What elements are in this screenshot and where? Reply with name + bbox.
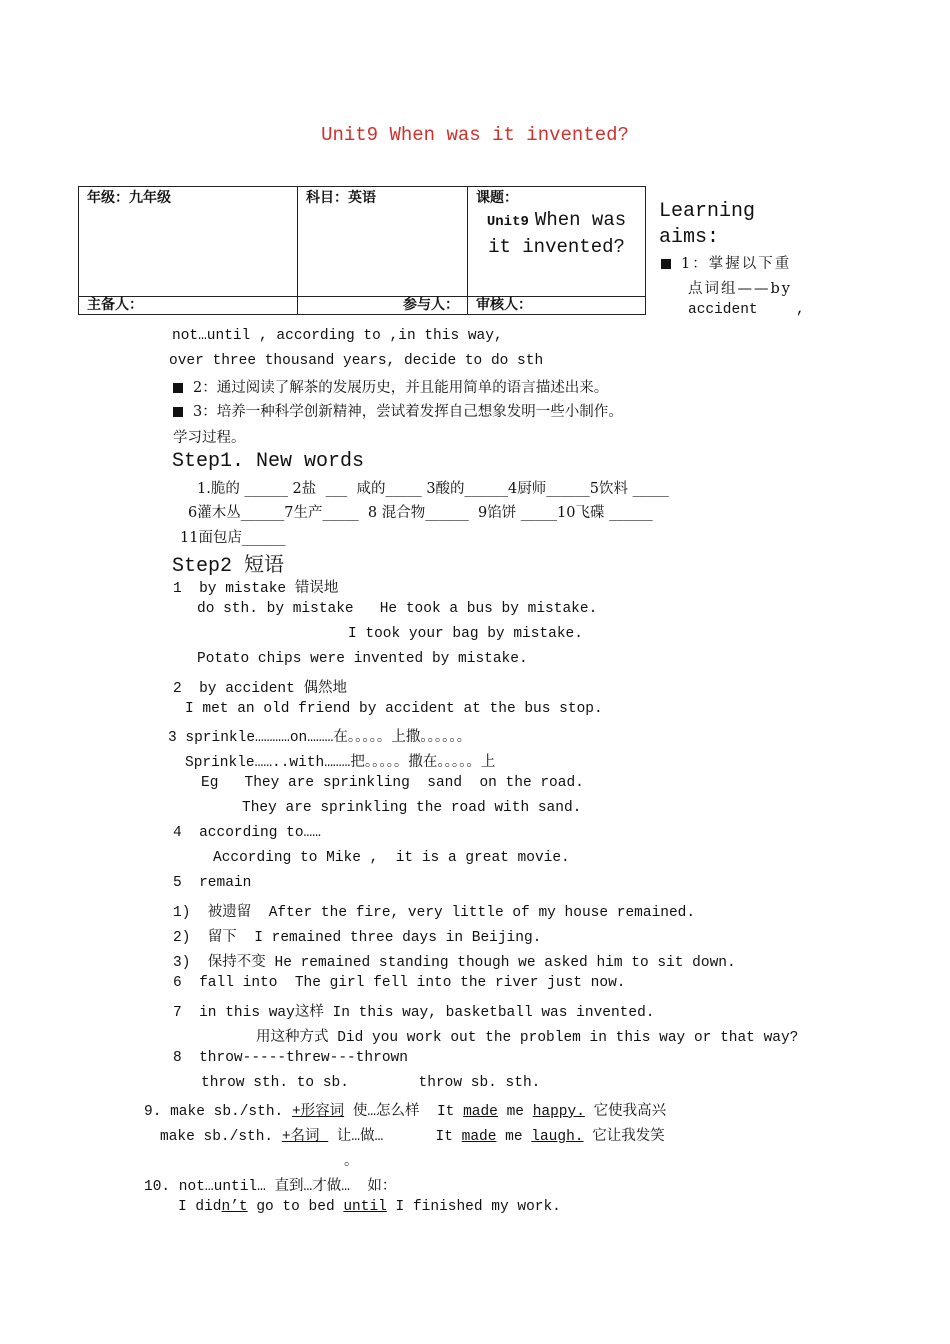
step1-title: Step1. New words: [172, 450, 365, 473]
subject-cell: [298, 187, 468, 297]
underlined-text: until: [343, 1199, 387, 1215]
phrase-line: 用这种方式 Did you work out the problem in this way or that way?: [256, 1030, 799, 1046]
phrase-line: Potato chips were invented by mistake.: [197, 651, 528, 667]
step2-title: [172, 548, 284, 578]
phrase-line-make-noun: [160, 1124, 665, 1145]
phrase-line: 10. not…until… 直到…才做… 如：: [144, 1179, 397, 1195]
aim-1-cont-1: not…until , according to ,in this way,: [172, 328, 503, 344]
phrase-line: 3) 保持不变 He remained standing though we asked him to sit down.: [173, 955, 736, 971]
phrase-line: 2 by accident 偶然地: [173, 681, 348, 697]
phrase-line: throw sth. to sb. throw sb. sth.: [201, 1075, 541, 1091]
phrase-line: According to Mike , it is a great movie.: [213, 850, 570, 866]
phrase-line: 1 by mistake 错误地: [173, 581, 339, 597]
topic-cell: [468, 187, 646, 297]
bullet-square-icon: [173, 383, 183, 393]
text-segment: I did: [178, 1199, 222, 1215]
reviewer-cell: [468, 297, 646, 315]
topic-line2: it invented?: [488, 236, 625, 258]
preparer-label: 主备人：: [87, 297, 143, 313]
text-segment: make sb./sth.: [160, 1129, 282, 1145]
new-words-row-2: 6灌木丛______7生产_____ 8 混合物______ 9馅饼 _____10飞碟 ______: [188, 505, 653, 521]
learning-process-label: 学习过程。: [173, 430, 246, 446]
text-segment: go to bed: [247, 1199, 344, 1215]
topic-rest: When was: [534, 209, 627, 231]
text-segment: 它让我发笑: [583, 1129, 665, 1145]
topic-title: [476, 207, 637, 259]
phrase-line: Sprinkle……..with………把。。。。。撒在。。。。。上: [185, 755, 496, 771]
aims-title-1: Learning: [659, 200, 756, 223]
phrase-line: 3 sprinkle…………on………在。。。。。上撒。。。。。。: [168, 730, 472, 746]
text-segment: 9. make sb./sth.: [144, 1104, 292, 1120]
topic-unit: Unit9: [486, 214, 529, 230]
phrase-line: Eg They are sprinkling sand on the road.: [201, 775, 584, 791]
aim-1-text1: 1：掌握以下重: [681, 256, 792, 272]
aim-3: [173, 400, 623, 421]
underlined-text: +名词: [281, 1129, 329, 1145]
phrase-line: 8 throw-----threw---thrown: [173, 1050, 408, 1066]
aim-3-text: 3：培养一种科学创新精神，尝试着发挥自己想象发明一些小制作。: [193, 404, 623, 420]
phrase-line: They are sprinkling the road with sand.: [242, 800, 582, 816]
aims-title-2: aims:: [659, 226, 720, 249]
text-segment: me: [497, 1104, 533, 1120]
step2-title-text: Step2 短语: [172, 555, 285, 578]
aim-2: [173, 376, 608, 397]
aim-2-text: 2：通过阅读了解茶的发展历史，并且能用简单的语言描述出来。: [193, 380, 609, 396]
participant-cell: [298, 297, 468, 315]
grade-cell: [79, 187, 298, 297]
phrase-line: I met an old friend by accident at the bus stop.: [185, 701, 603, 717]
grade-label: 年级：九年级: [87, 190, 171, 206]
phrase-line: 6 fall into The girl fell into the river just now.: [173, 975, 626, 991]
phrase-line-make-adj: [144, 1099, 666, 1120]
subject-label: 科目：英语: [306, 190, 376, 206]
aim-1-line3: accident: [688, 302, 758, 318]
underlined-text: made: [463, 1104, 498, 1120]
phrase-line: I took your bag by mistake.: [348, 626, 583, 642]
aim-1-cont-2: over three thousand years, decide to do sth: [169, 353, 544, 369]
reviewer-label: 审核人：: [476, 297, 532, 313]
topic-label: 课题：: [476, 190, 518, 206]
new-words-row-1: 1.脆的 ______ 2盐 ___ 咸的_____ 3酸的______4厨师______5饮料 _____: [197, 481, 669, 497]
lesson-header-table: [78, 186, 646, 315]
phrase-line: 5 remain: [173, 875, 252, 891]
aim-1-line2: 点词组——by: [688, 281, 792, 297]
underlined-text: made: [461, 1129, 497, 1145]
phrase-line: do sth. by mistake He took a bus by mistake.: [197, 601, 598, 617]
text-segment: I finished my work.: [386, 1199, 561, 1215]
underlined-text: happy.: [532, 1104, 585, 1120]
phrase-line: 4 according to……: [173, 825, 321, 841]
underlined-text: +形容词: [291, 1104, 345, 1120]
phrase-line-example: [178, 1199, 561, 1215]
aim-1-line1: [661, 252, 791, 273]
text-segment: 使…怎么样 It: [344, 1104, 464, 1120]
participant-label: 参与人：: [403, 297, 459, 313]
phrase-line: 2) 留下 I remained three days in Beijing.: [173, 930, 542, 946]
text-segment: 它使我高兴: [584, 1104, 667, 1120]
stray-period: 。: [344, 1153, 359, 1169]
aim-1-comma: ,: [796, 302, 805, 318]
underlined-text: laugh.: [531, 1129, 584, 1145]
phrase-line: 1) 被遗留 After the fire, very little of my house remained.: [173, 905, 696, 921]
text-segment: 让…做… It: [328, 1129, 462, 1145]
phrase-line: 7 in this way这样 In this way, basketball was invented.: [173, 1005, 655, 1021]
underlined-text: n’t: [221, 1199, 248, 1215]
new-words-row-3: 11面包店______: [180, 530, 286, 546]
bullet-square-icon: [173, 407, 183, 417]
text-segment: me: [496, 1129, 532, 1145]
preparer-cell: [79, 297, 298, 315]
page-title: Unit9 When was it invented?: [321, 124, 629, 146]
bullet-square-icon: [661, 259, 671, 269]
